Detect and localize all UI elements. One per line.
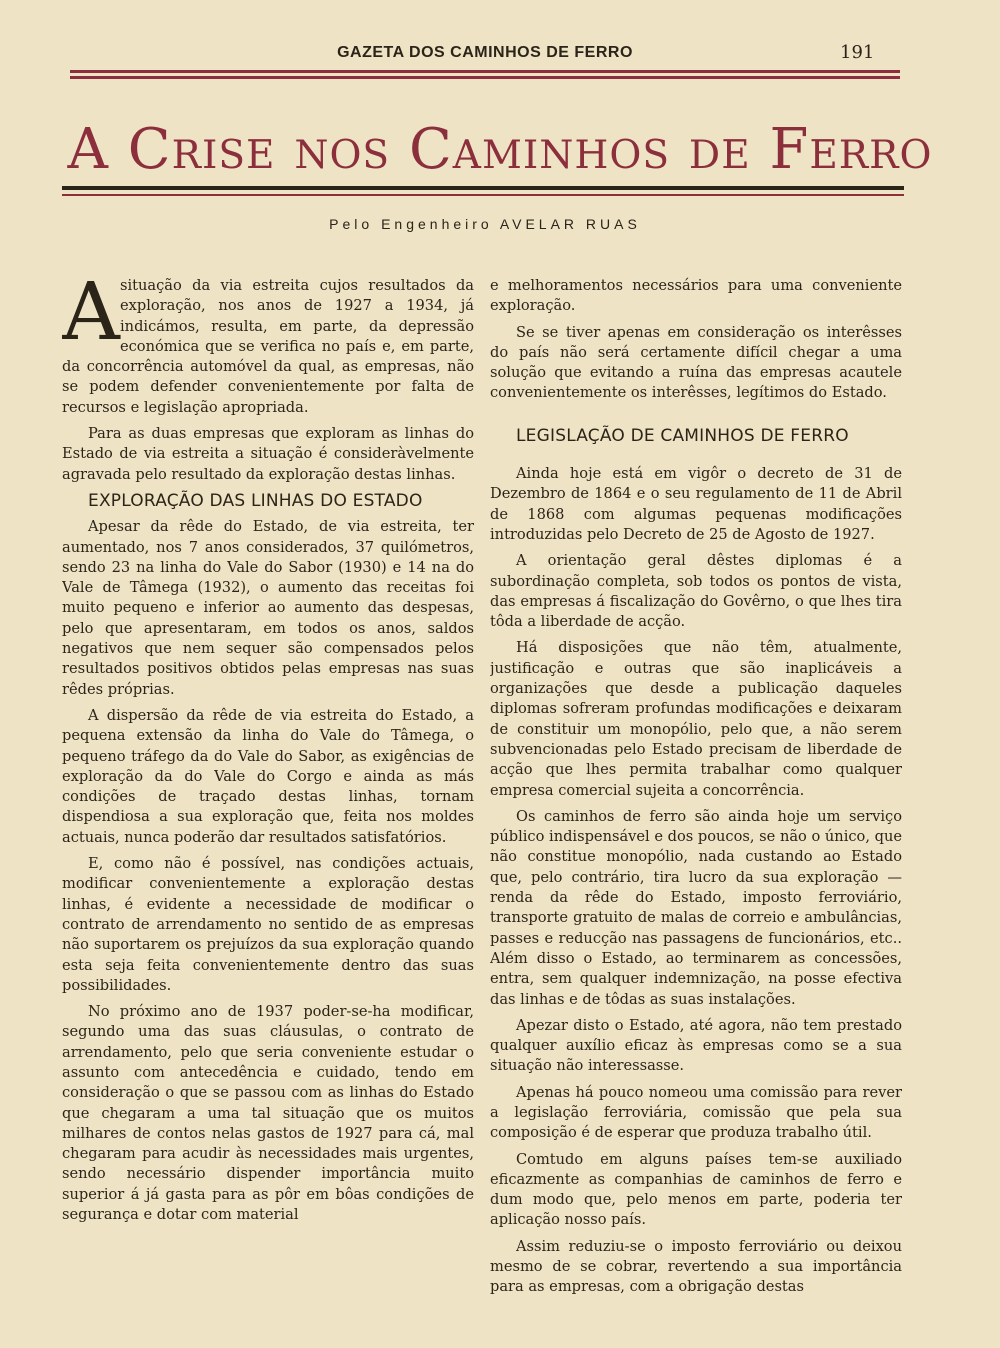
header-rule-bottom xyxy=(70,76,900,79)
paragraph: Os caminhos de ferro são ainda hoje um serviço público indispensável e dos poucos, se não o único, que não constitue monopólio, nada custando ao Estado que, pelo contrário, tira lucro da sua exploração — renda da rêde do Estado, imposto ferroviário, transporte gratuito de malas de correio e ambulâncias, passes e reducção nas passagens de funcionários, etc.. Além disso o Estado, ao terminarem as concessões, entra, sem qualquer indemnização, na posse efectiva das linhas e de tôdas as suas instalações. xyxy=(490,807,902,1008)
journal-title: GAZETA DOS CAMINHOS DE FERRO xyxy=(337,44,633,61)
article-byline: Pelo Engenheiro AVELAR RUAS xyxy=(329,216,641,232)
paragraph: e melhoramentos necessários para uma conveniente exploração. xyxy=(490,277,902,315)
paragraph: A orientação geral dêstes diplomas é a subordinação completa, sob todos os pontos de vista, das empresas á fiscalização do Govêrno, o que lhes tira tôda a liberdade de acção. xyxy=(490,552,902,631)
section-heading: LEGISLAÇÃO DE CAMINHOS DE FERRO xyxy=(516,425,849,446)
paragraph xyxy=(62,276,474,418)
running-header xyxy=(0,44,1000,66)
paragraph: Apenas há pouco nomeou uma comissão para rever a legislação ferroviária, comissão que pela sua composição é de esperar que produza trabalho útil. xyxy=(490,1083,902,1142)
header-rule-top xyxy=(70,70,900,73)
paragraph: No próximo ano de 1937 poder-se-ha modificar, segundo uma das suas cláusulas, o contrato de arrendamento, pelo que seria conveniente estudar o assunto com antecedência e cuidado, tendo em consideração o que se passou com as linhas do Estado que chegaram a uma tal situação que os muitos milhares de contos nelas gastos de 1927 para cá, mal chegaram para acudir às necessidades mais urgentes, sendo necessário dispender importância muito superior á já gasta para as pôr em bôas condições de segurança e dotar com material xyxy=(62,1003,474,1224)
title-rule-dark xyxy=(62,186,904,190)
paragraph: Apezar disto o Estado, até agora, não tem prestado qualquer auxílio eficaz às empresas como se a sua situação não interessasse. xyxy=(490,1016,902,1075)
paragraph: Para as duas empresas que exploram as linhas do Estado de via estreita a situação é consideràvelmente agravada pelo resultado da exploração destas linhas. xyxy=(62,425,474,483)
paragraph: Assim reduziu-se o imposto ferroviário ou deixou mesmo de se cobrar, revertendo a sua importância para as empresas, com a obrigação destas xyxy=(490,1237,902,1296)
drop-cap: A xyxy=(62,276,120,358)
paragraph: Apesar da rêde do Estado, de via estreita, ter aumentado, nos 7 anos considerados, 37 quilómetros, sendo 23 na linha do Vale do Sabor (1930) e 14 na do Vale de Tâmega (1932), o aumento das receitas foi muito pequeno e inferior ao aumento das despesas, pelo que apresentaram, em todos os anos, saldos negativos que nem sequer são compensados pelos resultados positivos obtidos pelas empresas nas suas rêdes próprias. xyxy=(62,518,474,698)
paragraph: Se se tiver apenas em consideração os interêsses do país não será certamente difícil chegar a uma solução que evitando a ruína das empresas acautele convenientemente os interêsses, legítimos do Estado. xyxy=(490,323,902,402)
paragraph: Ainda hoje está em vigôr o decreto de 31 de Dezembro de 1864 e o seu regulamento de 11 de Abril de 1868 com algumas pequenas modificações introduzidas pelo Decreto de 25 de Agosto de 1927. xyxy=(490,465,902,543)
paragraph: E, como não é possível, nas condições actuais, modificar convenientemente a exploração destas linhas, é evidente a necessidade de modificar o contrato de arrendamento no sentido de as empresas não suportarem os prejuízos da sua exploração quando esta seja feita convenientemente dentro das suas possibilidades. xyxy=(62,855,474,994)
section-heading: EXPLORAÇÃO DAS LINHAS DO ESTADO xyxy=(88,490,423,511)
page-number: 191 xyxy=(840,42,875,63)
right-column xyxy=(490,276,902,1316)
paragraph-text: situação da via estreita cujos resultados da exploração, nos anos de 1927 a 1934, já indicámos, resulta, em parte, da depressão económica que se verifica no país e, em parte, da concorrência automóvel da qual, as empresas, não se podem defender convenientemente por falta de recursos e legislação apropriada. xyxy=(62,277,474,416)
title-rule-thin xyxy=(62,194,904,196)
left-column xyxy=(62,276,474,1316)
article-title: A Crise nos Caminhos de Ferro xyxy=(67,117,933,182)
paragraph: Comtudo em alguns países tem-se auxiliado eficazmente as companhias de caminhos de ferro e dum modo que, pelo menos em parte, poderia ter aplicação nosso país. xyxy=(490,1150,902,1229)
paragraph: A dispersão da rêde de via estreita do Estado, a pequena extensão da linha do Vale do Tâmega, o pequeno tráfego da do Vale do Sabor, as exigências de exploração da do Vale do Corgo e ainda as más condições de traçado destas linhas, tornam dispendiosa a sua exploração que, feita nos moldes actuais, nunca poderão dar resultados satisfatórios. xyxy=(62,706,474,846)
paragraph: Há disposições que não têm, atualmente, justificação e outras que são inaplicáveis a organizações que desde a publicação daqueles diplomas sofreram profundas modificações e deixaram de constituir um monopólio, pelo que, a não serem subvencionadas pelo Estado precisam de liberdade de acção que lhes permita trabalhar como qualquer empresa comercial sujeita a concorrência. xyxy=(490,639,902,799)
